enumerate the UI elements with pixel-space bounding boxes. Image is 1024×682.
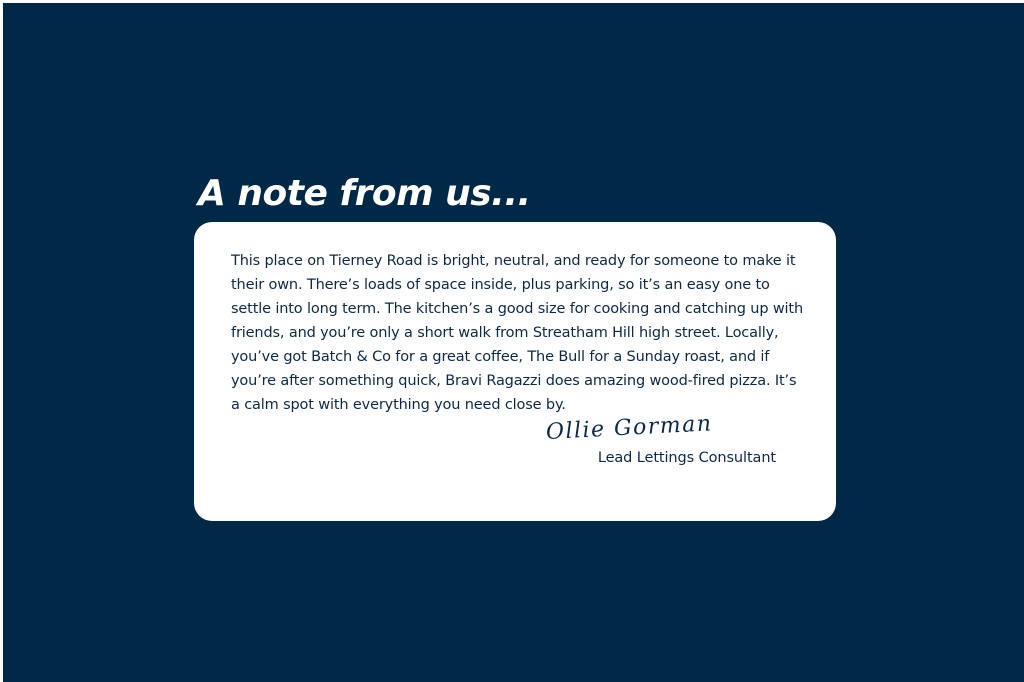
note-heading: A note from us... (198, 173, 531, 214)
handwritten-signature: Ollie Gorman (545, 411, 714, 445)
signatory-role: Lead Lettings Consultant (597, 450, 776, 466)
note-body-text: This place on Tierney Road is bright, neutral, and ready for someone to make it their own. There’s loads of space inside, plus parking, so it’s an easy one to settle into long term. The kitchen’s a good size for cooking and catching up with friends, and you’re only a short walk from Streatham Hill high street. Locally, you’ve got Batch & Co for a great coffee, The Bull for a Sunday roast, and if you’re after something quick, Bravi Ragazzi does amazing wood-fired pizza. It’s a calm spot with everything you need close by. (231, 253, 803, 413)
navy-background-panel (3, 3, 1024, 682)
note-card (194, 222, 836, 521)
